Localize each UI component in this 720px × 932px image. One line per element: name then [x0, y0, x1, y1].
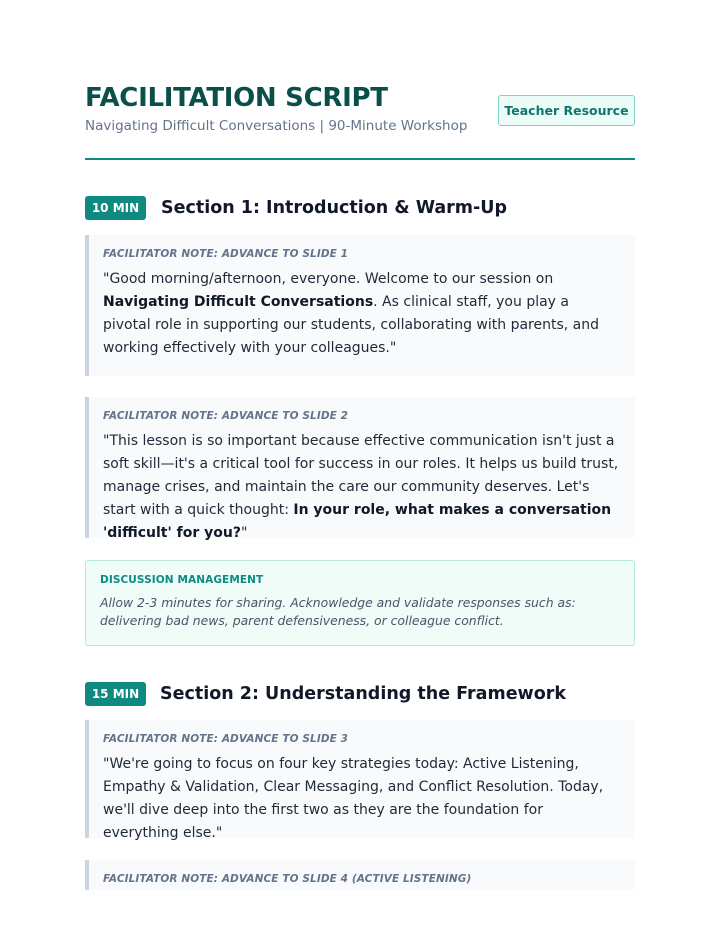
section-1-header — [85, 196, 635, 222]
document-subtitle: Navigating Difficult Conversations | 90-Minute Workshop — [85, 118, 468, 134]
facilitator-note: FACILITATOR NOTE: ADVANCE TO SLIDE 2 — [103, 410, 349, 422]
facilitator-note: FACILITATOR NOTE: ADVANCE TO SLIDE 1 — [103, 248, 349, 260]
script-block-slide-4 — [85, 860, 635, 890]
script-text-part: "This lesson is so important because effective communication isn't just a soft skill—it's a critical tool for success in our roles. It helps us build trust, manage crises, and maintain the care our community deserves. Let's start with a quick thought: — [103, 433, 619, 518]
script-text — [103, 268, 621, 360]
section-2-title: Section 2: Understanding the Framework — [160, 684, 567, 704]
section-2-time-badge: 15 MIN — [85, 682, 146, 706]
facilitation-script-page — [85, 0, 635, 885]
script-text-part: "Good morning/afternoon, everyone. Welcome to our session on — [103, 271, 554, 287]
section-1-time-badge: 10 MIN — [85, 196, 146, 220]
document-title: FACILITATION SCRIPT — [85, 83, 388, 113]
script-text-emphasis: Navigating Difficult Conversations — [103, 294, 374, 310]
script-block-slide-2 — [85, 397, 635, 541]
discussion-text: Allow 2-3 minutes for sharing. Acknowledge and validate responses such as: delivering bad news, parent defensiveness, or colleague conflict. — [100, 595, 576, 628]
document-header — [85, 0, 635, 160]
section-1-title: Section 1: Introduction & Warm-Up — [161, 198, 508, 218]
teacher-resource-badge: Teacher Resource — [498, 95, 635, 126]
facilitator-note: FACILITATOR NOTE: ADVANCE TO SLIDE 3 — [103, 733, 349, 745]
discussion-label: DISCUSSION MANAGEMENT — [100, 574, 264, 586]
discussion-management-box — [85, 560, 635, 646]
script-text-part: . As clinical staff, you play a pivotal role in supporting our students, collaborating with parents, and working effectively with your colleagues." — [103, 294, 599, 356]
script-block-slide-1 — [85, 235, 635, 376]
script-text-emphasis: In your role, what makes a conversation 'difficult' for you? — [103, 502, 612, 541]
section-2-header — [85, 682, 635, 708]
script-text-part: " — [240, 525, 248, 541]
facilitator-note: FACILITATOR NOTE: ADVANCE TO SLIDE 4 (ACTIVE LISTENING) — [103, 873, 472, 885]
script-text: "We're going to focus on four key strategies today: Active Listening, Empathy & Validation, Clear Messaging, and Conflict Resolution. Today, we'll dive deep into the first two as they are the foundation for everything else." — [103, 756, 604, 841]
script-block-slide-3 — [85, 720, 635, 841]
script-text — [103, 430, 621, 545]
